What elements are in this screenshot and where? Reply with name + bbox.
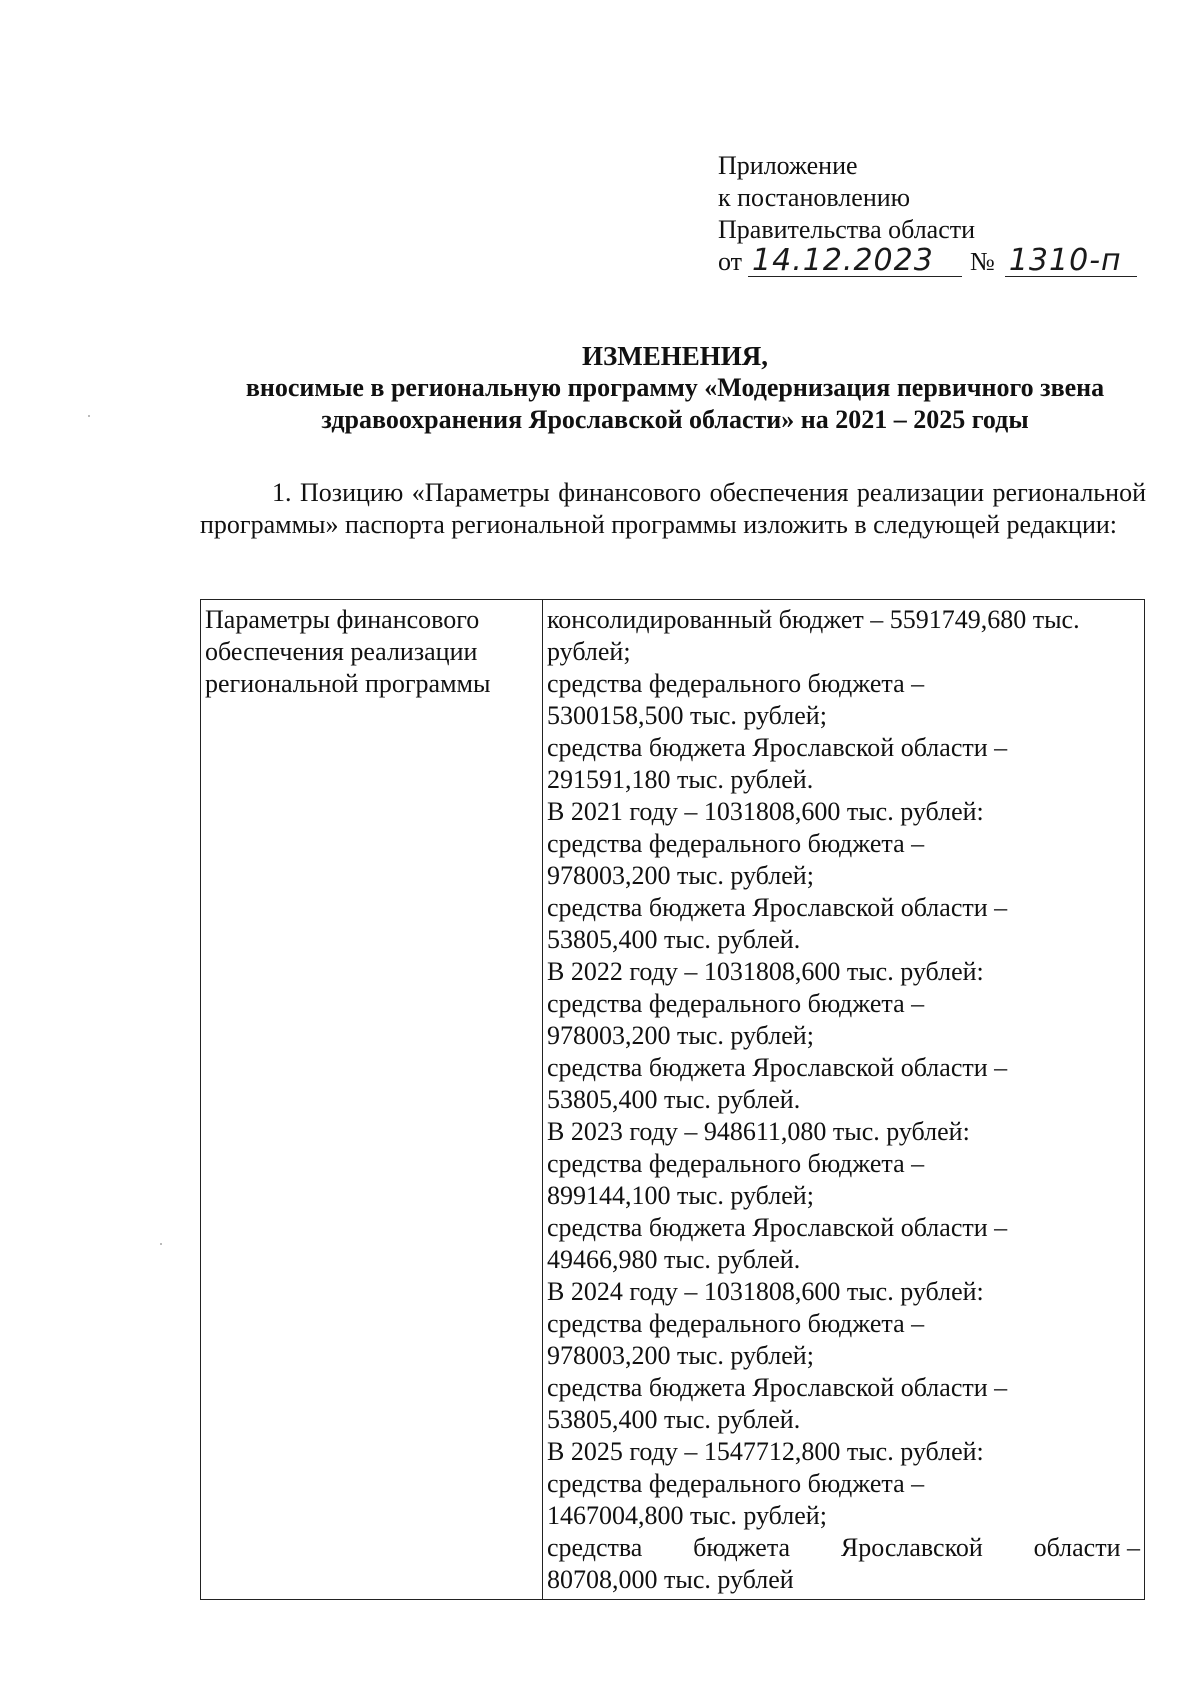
table-row bbox=[201, 600, 1145, 1600]
annex-line-3: Правительства области bbox=[718, 215, 976, 244]
value-word: средства bbox=[547, 1533, 643, 1562]
value-word: бюджета bbox=[693, 1533, 791, 1562]
value-line: 53805,400 тыс. рублей. bbox=[547, 925, 801, 954]
value-line: В 2021 году – 1031808,600 тыс. рублей: bbox=[547, 797, 984, 826]
annex-header bbox=[718, 150, 1137, 278]
label-line: Параметры финансового bbox=[205, 605, 480, 634]
value-line: 1467004,800 тыс. рублей; bbox=[547, 1501, 827, 1530]
value-line: В 2025 году – 1547712,800 тыс. рублей: bbox=[547, 1437, 984, 1466]
value-line: средства бюджета Ярославской области – bbox=[547, 1053, 1008, 1082]
title-subtitle-line-2: здравоохранения Ярославской области» на 2021 – 2025 годы bbox=[321, 405, 1029, 434]
value-line: 80708,000 тыс. рублей bbox=[547, 1565, 794, 1594]
value-line: средства бюджета Ярославской области – bbox=[547, 1373, 1008, 1402]
scan-speck bbox=[160, 1243, 162, 1245]
value-line: консолидированный бюджет – 5591749,680 тыс. bbox=[547, 605, 1080, 634]
value-line: 53805,400 тыс. рублей. bbox=[547, 1085, 801, 1114]
value-lines bbox=[547, 604, 1140, 1532]
label-line: обеспечения реализации bbox=[205, 637, 478, 666]
document-title bbox=[200, 340, 1150, 436]
value-line: средства федерального бюджета – bbox=[547, 829, 925, 858]
title-main: ИЗМЕНЕНИЯ, bbox=[581, 341, 768, 371]
value-line: 53805,400 тыс. рублей. bbox=[547, 1405, 801, 1434]
value-line: средства федерального бюджета – bbox=[547, 1149, 925, 1178]
instruction-paragraph: 1. Позицию «Параметры финансового обеспечения реализации региональной программы» паспорта региональной программы изложить в следующей редакции: bbox=[200, 478, 1146, 539]
value-word: области – bbox=[1033, 1533, 1140, 1562]
value-line: В 2024 году – 1031808,600 тыс. рублей: bbox=[547, 1277, 984, 1306]
value-line: средства федерального бюджета – bbox=[547, 989, 925, 1018]
annex-line-1: Приложение bbox=[718, 151, 858, 180]
value-line: В 2023 году – 948611,080 тыс. рублей: bbox=[547, 1117, 970, 1146]
value-line: средства федерального бюджета – bbox=[547, 669, 925, 698]
value-line: средства бюджета Ярославской области – bbox=[547, 1213, 1008, 1242]
value-line: средства бюджета Ярославской области – bbox=[547, 893, 1008, 922]
handwritten-date: 14.12.2023 bbox=[748, 246, 962, 277]
value-line: рублей; bbox=[547, 637, 631, 666]
value-line: 899144,100 тыс. рублей; bbox=[547, 1181, 814, 1210]
value-line: средства федерального бюджета – bbox=[547, 1309, 925, 1338]
value-line: средства бюджета Ярославской области – bbox=[547, 733, 1008, 762]
financing-parameters-table bbox=[200, 599, 1145, 1600]
value-line: средства федерального бюджета – bbox=[547, 1469, 925, 1498]
value-line: 5300158,500 тыс. рублей; bbox=[547, 701, 827, 730]
value-line: 978003,200 тыс. рублей; bbox=[547, 861, 814, 890]
handwritten-number: 1310-п bbox=[1005, 246, 1137, 277]
parameter-value-cell bbox=[543, 600, 1145, 1600]
value-line: 49466,980 тыс. рублей. bbox=[547, 1245, 801, 1274]
number-label: № bbox=[970, 247, 995, 276]
scan-speck bbox=[88, 415, 90, 417]
value-line: 978003,200 тыс. рублей; bbox=[547, 1341, 814, 1370]
parameter-label-cell bbox=[201, 600, 543, 1600]
annex-line-2: к постановлению bbox=[718, 183, 911, 212]
value-line: 978003,200 тыс. рублей; bbox=[547, 1021, 814, 1050]
label-line: региональной программы bbox=[205, 669, 491, 698]
annex-date-number-line bbox=[718, 243, 1137, 278]
value-line-justified bbox=[547, 1532, 1140, 1564]
value-line: 291591,180 тыс. рублей. bbox=[547, 765, 814, 794]
title-subtitle-line-1: вносимые в региональную программу «Модернизация первичного звена bbox=[245, 373, 1105, 402]
value-line: В 2022 году – 1031808,600 тыс. рублей: bbox=[547, 957, 984, 986]
from-label: от bbox=[718, 247, 743, 276]
value-word: Ярославской bbox=[840, 1533, 983, 1562]
